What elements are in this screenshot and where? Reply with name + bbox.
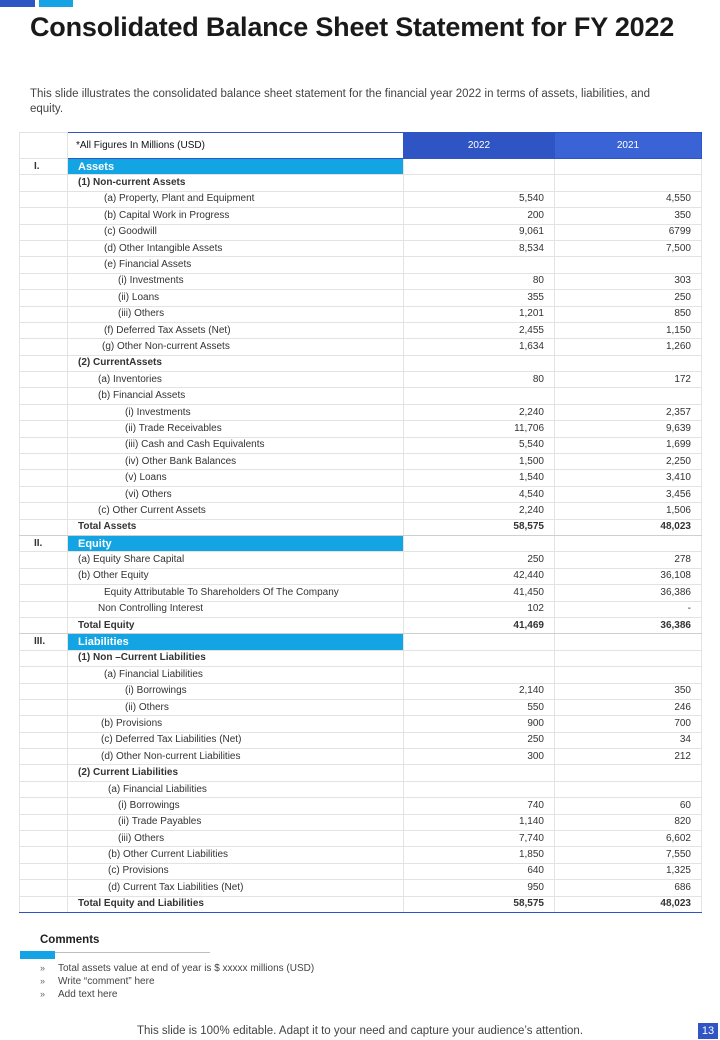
- section-number: [20, 372, 68, 388]
- section-number: [20, 486, 68, 502]
- row-label: (c) Goodwill: [68, 224, 404, 240]
- row-label: (iv) Other Bank Balances: [68, 454, 404, 470]
- value-2021: [555, 765, 702, 781]
- table-row: [20, 814, 702, 830]
- section-number: [20, 732, 68, 748]
- value-2022: 80: [404, 273, 555, 289]
- value-2021: 9,639: [555, 421, 702, 437]
- row-label: Total Equity: [68, 617, 404, 633]
- row-label: (a) Inventories: [68, 372, 404, 388]
- table-row: [20, 339, 702, 355]
- value-2022: [404, 667, 555, 683]
- comment-text: Total assets value at end of year is $ xxxxx millions (USD): [58, 963, 315, 974]
- value-2022: [404, 388, 555, 404]
- section-number: [20, 388, 68, 404]
- table-row: [20, 191, 702, 207]
- value-2022: 8,534: [404, 240, 555, 256]
- header-number-cell: [20, 133, 68, 159]
- row-label: (ii) Trade Receivables: [68, 421, 404, 437]
- section-number: [20, 568, 68, 584]
- row-label: (i) Borrowings: [68, 683, 404, 699]
- value-2021: 34: [555, 732, 702, 748]
- value-2021: [555, 667, 702, 683]
- row-label: (e) Financial Assets: [68, 257, 404, 273]
- table-row: [20, 355, 702, 371]
- section-number: [20, 519, 68, 535]
- value-2022: 5,540: [404, 437, 555, 453]
- value-2021: 1,506: [555, 503, 702, 519]
- row-label: (2) Current Liabilities: [68, 765, 404, 781]
- table-row: [20, 503, 702, 519]
- table-row: [20, 683, 702, 699]
- section-number: [20, 454, 68, 470]
- value-2022: 5,540: [404, 191, 555, 207]
- table-row: [20, 404, 702, 420]
- top-accent-bar-light: [39, 0, 73, 7]
- comments-title: Comments: [40, 934, 100, 946]
- value-2021: 4,550: [555, 191, 702, 207]
- section-number: [20, 880, 68, 896]
- section-number: [20, 847, 68, 863]
- balance-sheet-table: [19, 132, 702, 913]
- table-row: [20, 486, 702, 502]
- row-label: Total Assets: [68, 519, 404, 535]
- value-2022: 2,140: [404, 683, 555, 699]
- value-2021: 3,410: [555, 470, 702, 486]
- value-2021: 6,602: [555, 831, 702, 847]
- table-row: [20, 568, 702, 584]
- section-number: [20, 208, 68, 224]
- row-label: (b) Financial Assets: [68, 388, 404, 404]
- table-row: [20, 880, 702, 896]
- comment-item: [40, 962, 314, 975]
- footer-text: This slide is 100% editable. Adapt it to your need and capture your audience’s attention.: [136, 1025, 584, 1037]
- section-number: [20, 896, 68, 912]
- section-number: [20, 191, 68, 207]
- value-2022: 2,240: [404, 503, 555, 519]
- value-2022: [404, 781, 555, 797]
- table-row: [20, 831, 702, 847]
- comment-text: Add text here: [58, 989, 118, 1000]
- value-2022: 58,575: [404, 519, 555, 535]
- row-label: Non Controlling Interest: [68, 601, 404, 617]
- value-2021: [555, 781, 702, 797]
- value-2022: 9,061: [404, 224, 555, 240]
- value-2021: 1,260: [555, 339, 702, 355]
- value-2022: 1,500: [404, 454, 555, 470]
- row-label: (2) CurrentAssets: [68, 355, 404, 371]
- row-label: (iii) Cash and Cash Equivalents: [68, 437, 404, 453]
- value-2022: 1,201: [404, 306, 555, 322]
- bullet-icon: »: [40, 963, 46, 973]
- section-number: [20, 765, 68, 781]
- value-2021: [555, 388, 702, 404]
- row-label: (a) Equity Share Capital: [68, 552, 404, 568]
- row-label: (i) Investments: [68, 404, 404, 420]
- section-number: [20, 699, 68, 715]
- row-label: (i) Investments: [68, 273, 404, 289]
- top-accent-bar-dark: [0, 0, 35, 7]
- value-2022: 58,575: [404, 896, 555, 912]
- table-row: [20, 667, 702, 683]
- value-2021: [555, 355, 702, 371]
- section-number: [20, 257, 68, 273]
- value-2021: 36,108: [555, 568, 702, 584]
- total-row: [20, 519, 702, 535]
- value-2022: 355: [404, 290, 555, 306]
- row-label: Total Equity and Liabilities: [68, 896, 404, 912]
- table-row: [20, 699, 702, 715]
- row-label: (b) Other Equity: [68, 568, 404, 584]
- section-number: [20, 240, 68, 256]
- value-2021: 250: [555, 290, 702, 306]
- value-2022: 1,634: [404, 339, 555, 355]
- section-number: [20, 863, 68, 879]
- value-2021: 3,456: [555, 486, 702, 502]
- total-row: [20, 617, 702, 633]
- row-label: (d) Other Non-current Liabilities: [68, 749, 404, 765]
- row-label: (a) Property, Plant and Equipment: [68, 191, 404, 207]
- value-2022: 740: [404, 798, 555, 814]
- value-2021: 303: [555, 273, 702, 289]
- bullet-icon: »: [40, 976, 46, 986]
- table-row: [20, 454, 702, 470]
- value-2021: 2,357: [555, 404, 702, 420]
- table-row: [20, 732, 702, 748]
- comments-accent-bar: [20, 951, 55, 959]
- section-row: [20, 535, 702, 551]
- section-number: I.: [20, 159, 68, 175]
- page-title: Consolidated Balance Sheet Statement for FY 2022: [30, 12, 675, 42]
- value-2022: 41,450: [404, 585, 555, 601]
- section-number: [20, 355, 68, 371]
- table-row: [20, 208, 702, 224]
- row-label: (f) Deferred Tax Assets (Net): [68, 322, 404, 338]
- value-2022: 250: [404, 552, 555, 568]
- table-row: [20, 552, 702, 568]
- value-2021: 212: [555, 749, 702, 765]
- section-number: [20, 322, 68, 338]
- value-2021: 7,550: [555, 847, 702, 863]
- value-2021: 6799: [555, 224, 702, 240]
- value-2022: 550: [404, 699, 555, 715]
- header-figures-label: *All Figures In Millions (USD): [68, 133, 404, 159]
- table-row: [20, 372, 702, 388]
- value-2021: [555, 650, 702, 666]
- row-label: (iii) Others: [68, 831, 404, 847]
- row-label: (d) Current Tax Liabilities (Net): [68, 880, 404, 896]
- table-row: [20, 388, 702, 404]
- row-label: (c) Other Current Assets: [68, 503, 404, 519]
- row-label: (ii) Others: [68, 699, 404, 715]
- table-row: [20, 224, 702, 240]
- value-2022: 4,540: [404, 486, 555, 502]
- section-number: [20, 814, 68, 830]
- row-label: (vi) Others: [68, 486, 404, 502]
- value-2021: [555, 634, 702, 650]
- section-number: [20, 421, 68, 437]
- table-row: [20, 863, 702, 879]
- value-2021: 172: [555, 372, 702, 388]
- row-label: Liabilities: [68, 634, 404, 650]
- total-row: [20, 896, 702, 912]
- value-2021: 850: [555, 306, 702, 322]
- comments-list: [40, 962, 314, 1001]
- value-2022: 900: [404, 716, 555, 732]
- table-header-row: [20, 133, 702, 159]
- table-row: [20, 470, 702, 486]
- value-2022: [404, 535, 555, 551]
- table-row: [20, 716, 702, 732]
- table-row: [20, 240, 702, 256]
- value-2022: 300: [404, 749, 555, 765]
- section-number: [20, 437, 68, 453]
- section-number: [20, 585, 68, 601]
- table-row: [20, 847, 702, 863]
- value-2021: -: [555, 601, 702, 617]
- value-2021: 350: [555, 208, 702, 224]
- value-2022: 42,440: [404, 568, 555, 584]
- value-2021: 350: [555, 683, 702, 699]
- section-number: [20, 339, 68, 355]
- value-2022: 1,140: [404, 814, 555, 830]
- value-2022: 200: [404, 208, 555, 224]
- value-2022: 7,740: [404, 831, 555, 847]
- section-number: [20, 781, 68, 797]
- row-label: (iii) Others: [68, 306, 404, 322]
- table-row: [20, 257, 702, 273]
- value-2021: 7,500: [555, 240, 702, 256]
- value-2022: [404, 650, 555, 666]
- section-number: [20, 716, 68, 732]
- section-number: [20, 601, 68, 617]
- section-number: [20, 290, 68, 306]
- row-label: (ii) Loans: [68, 290, 404, 306]
- value-2022: [404, 355, 555, 371]
- table-row: [20, 306, 702, 322]
- section-number: [20, 650, 68, 666]
- section-number: [20, 667, 68, 683]
- value-2022: 250: [404, 732, 555, 748]
- value-2021: 36,386: [555, 617, 702, 633]
- section-number: [20, 306, 68, 322]
- value-2021: 686: [555, 880, 702, 896]
- section-number: II.: [20, 535, 68, 551]
- section-row: [20, 634, 702, 650]
- value-2021: 1,150: [555, 322, 702, 338]
- value-2022: 102: [404, 601, 555, 617]
- table-row: [20, 749, 702, 765]
- row-label: (d) Other Intangible Assets: [68, 240, 404, 256]
- row-label: Equity Attributable To Shareholders Of The Company: [68, 585, 404, 601]
- row-label: (b) Provisions: [68, 716, 404, 732]
- value-2021: 48,023: [555, 896, 702, 912]
- value-2022: 41,469: [404, 617, 555, 633]
- bullet-icon: »: [40, 989, 46, 999]
- value-2022: [404, 257, 555, 273]
- value-2022: 2,240: [404, 404, 555, 420]
- table-row: [20, 421, 702, 437]
- table-row: [20, 585, 702, 601]
- value-2021: [555, 535, 702, 551]
- section-number: [20, 470, 68, 486]
- section-number: [20, 617, 68, 633]
- section-number: [20, 798, 68, 814]
- value-2022: 1,540: [404, 470, 555, 486]
- row-label: (c) Provisions: [68, 863, 404, 879]
- value-2022: [404, 634, 555, 650]
- section-number: [20, 831, 68, 847]
- row-label: (1) Non –Current Liabilities: [68, 650, 404, 666]
- value-2021: 60: [555, 798, 702, 814]
- row-label: (b) Capital Work in Progress: [68, 208, 404, 224]
- section-number: [20, 552, 68, 568]
- section-number: III.: [20, 634, 68, 650]
- value-2021: [555, 159, 702, 175]
- value-2021: 2,250: [555, 454, 702, 470]
- row-label: Equity: [68, 535, 404, 551]
- row-label: (b) Other Current Liabilities: [68, 847, 404, 863]
- table-body: [20, 159, 702, 913]
- value-2021: 246: [555, 699, 702, 715]
- value-2021: [555, 175, 702, 191]
- row-label: (i) Borrowings: [68, 798, 404, 814]
- value-2022: 2,455: [404, 322, 555, 338]
- value-2022: 11,706: [404, 421, 555, 437]
- value-2021: 36,386: [555, 585, 702, 601]
- value-2022: 80: [404, 372, 555, 388]
- section-number: [20, 175, 68, 191]
- comment-text: Write “comment” here: [58, 976, 155, 987]
- header-year-2022: 2022: [404, 133, 555, 159]
- table-row: [20, 650, 702, 666]
- section-number: [20, 503, 68, 519]
- header-year-2021: 2021: [555, 133, 702, 159]
- value-2021: 278: [555, 552, 702, 568]
- table-row: [20, 273, 702, 289]
- table-row: [20, 322, 702, 338]
- table-row: [20, 765, 702, 781]
- table-row: [20, 290, 702, 306]
- value-2022: 640: [404, 863, 555, 879]
- value-2021: 820: [555, 814, 702, 830]
- section-number: [20, 273, 68, 289]
- table-row: [20, 798, 702, 814]
- comment-item: [40, 988, 314, 1001]
- section-number: [20, 224, 68, 240]
- value-2021: 1,699: [555, 437, 702, 453]
- value-2021: 1,325: [555, 863, 702, 879]
- section-number: [20, 749, 68, 765]
- page-subtitle: This slide illustrates the consolidated balance sheet statement for the financial year 2022 in terms of assets, liabilities, and equity.: [30, 88, 651, 115]
- value-2021: [555, 257, 702, 273]
- value-2021: 700: [555, 716, 702, 732]
- table-row: [20, 437, 702, 453]
- comment-item: [40, 975, 314, 988]
- row-label: (a) Financial Liabilities: [68, 667, 404, 683]
- value-2022: [404, 159, 555, 175]
- value-2022: [404, 765, 555, 781]
- row-label: (1) Non-current Assets: [68, 175, 404, 191]
- table-row: [20, 781, 702, 797]
- section-number: [20, 404, 68, 420]
- value-2021: 48,023: [555, 519, 702, 535]
- row-label: (v) Loans: [68, 470, 404, 486]
- page-number: 13: [698, 1023, 718, 1039]
- value-2022: 950: [404, 880, 555, 896]
- row-label: (c) Deferred Tax Liabilities (Net): [68, 732, 404, 748]
- section-row: [20, 159, 702, 175]
- row-label: (g) Other Non-current Assets: [68, 339, 404, 355]
- row-label: Assets: [68, 159, 404, 175]
- value-2022: [404, 175, 555, 191]
- value-2022: 1,850: [404, 847, 555, 863]
- row-label: (ii) Trade Payables: [68, 814, 404, 830]
- table-row: [20, 601, 702, 617]
- table-row: [20, 175, 702, 191]
- section-number: [20, 683, 68, 699]
- row-label: (a) Financial Liabilities: [68, 781, 404, 797]
